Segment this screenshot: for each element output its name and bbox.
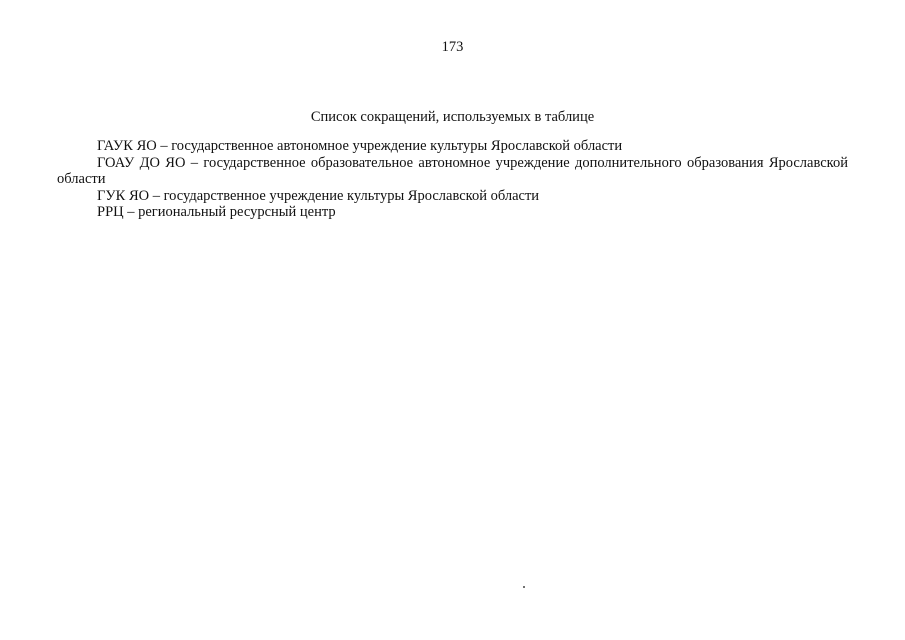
abbreviation-entry-rrc: РРЦ – региональный ресурсный центр [97, 204, 336, 220]
abbreviations-list [57, 138, 848, 221]
scan-dot-mark [523, 586, 525, 588]
abbreviations-title: Список сокращений, используемых в таблице [310, 109, 595, 125]
page-number: 173 [441, 39, 464, 55]
abbreviation-entry-goau-do: ГОАУ ДО ЯО – государственное образовательное автономное учреждение дополнительного образования Ярославской области [57, 154, 848, 187]
abbreviation-entry-guk: ГУК ЯО – государственное учреждение культуры Ярославской области [97, 187, 540, 204]
abbreviation-entry-gauk: ГАУК ЯО – государственное автономное учреждение культуры Ярославской области [97, 138, 623, 154]
